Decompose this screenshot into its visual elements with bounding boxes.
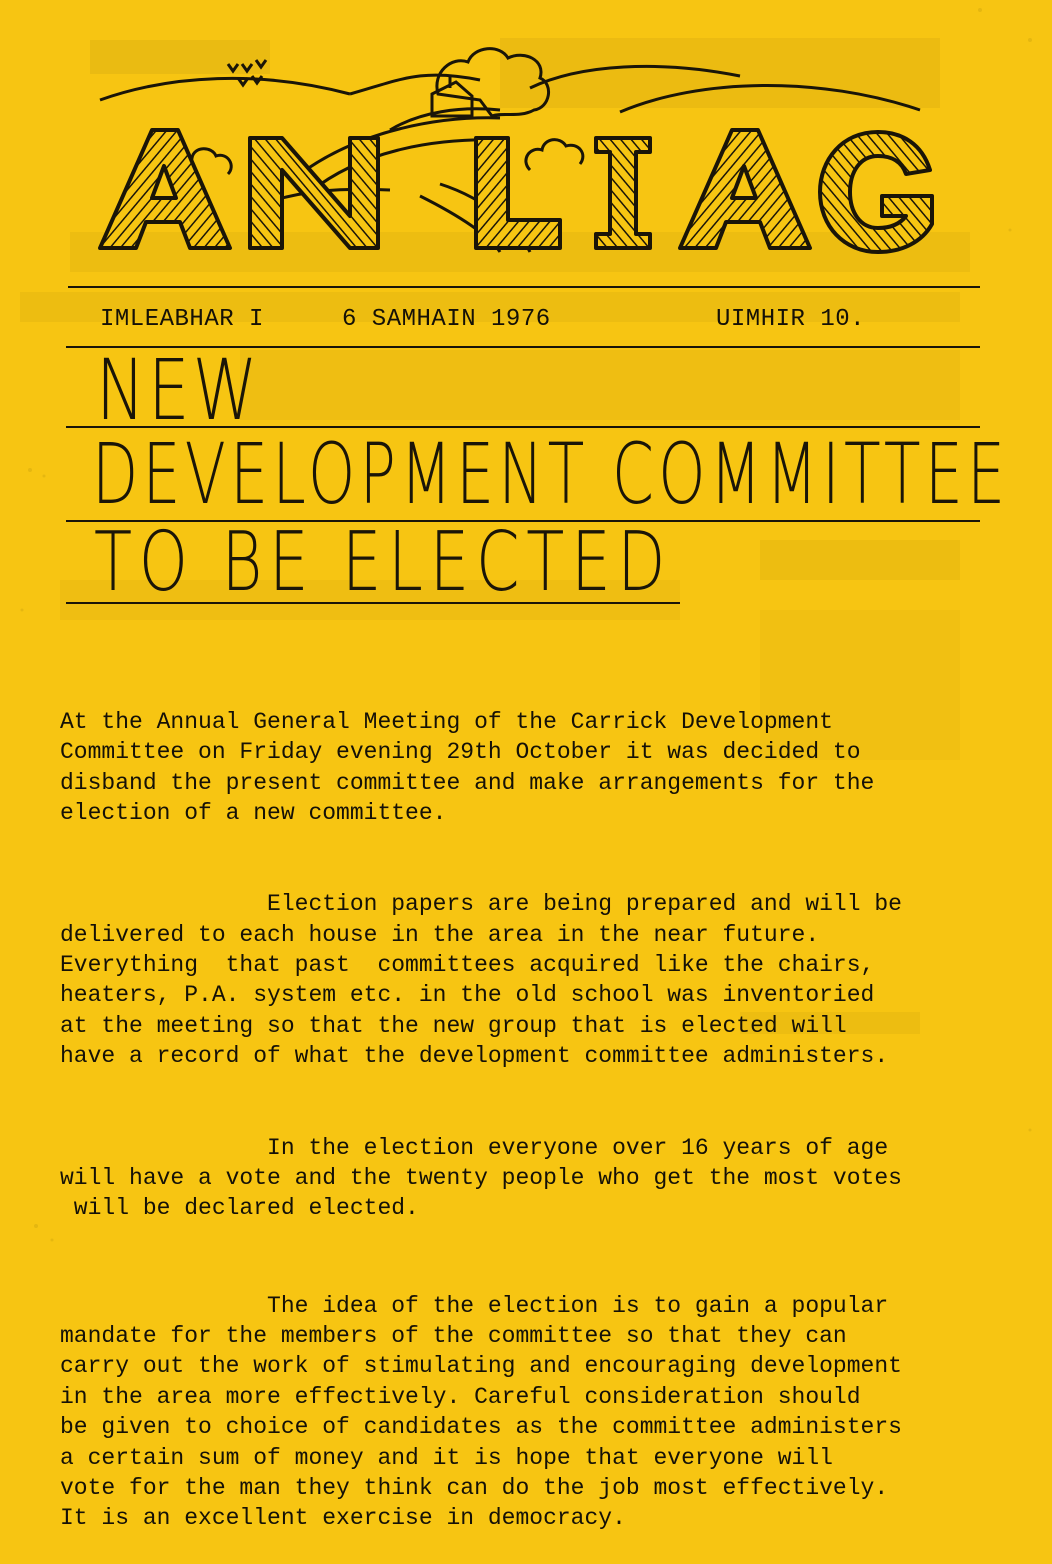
- issue-date: 6 SAMHAIN 1976: [342, 306, 551, 333]
- headline-rule-3: [66, 602, 680, 604]
- issue-volume: IMLEABHAR I: [100, 306, 264, 333]
- headline-line-1: NEW: [96, 341, 261, 439]
- article-paragraph: In the election everyone over 16 years of age will have a vote and the twenty people who get the most votes will be declared elected.: [60, 1134, 902, 1222]
- masthead-rule: [68, 286, 980, 288]
- masthead-logo: [60, 20, 990, 282]
- article-body: [60, 646, 1020, 1564]
- issue-number: UIMHIR 10.: [716, 306, 866, 333]
- article-paragraph: Election papers are being prepared and will be delivered to each house in the area in the near future. Everything that past committees acquired like the chairs, heaters, P.A. system etc. in the old school was inventoried at the meeting so that the new group that is elected will have a record of what the development committee administers.: [60, 891, 902, 1070]
- article-paragraph: The idea of the election is to gain a popular mandate for the members of the committee so that they can carry out the work of stimulating and encouraging development in the area more effectively. Careful consideration should be given to choice of candidates as the committee administers a certain sum of money and it is hope that everyone will vote for the man they think can do the job most effectively. It is an excellent exercise in democracy.: [60, 1292, 902, 1532]
- headline-line-2: DEVELOPMENT COMMITTEE: [92, 425, 1010, 523]
- article-paragraph: At the Annual General Meeting of the Carrick Development Committee on Friday evening 29th October it was decided to disband the present committee and make arrangements for the election of a new committee.: [60, 708, 875, 827]
- headline-line-3: TO BE ELECTED: [94, 515, 673, 610]
- masthead-artwork: [60, 20, 990, 282]
